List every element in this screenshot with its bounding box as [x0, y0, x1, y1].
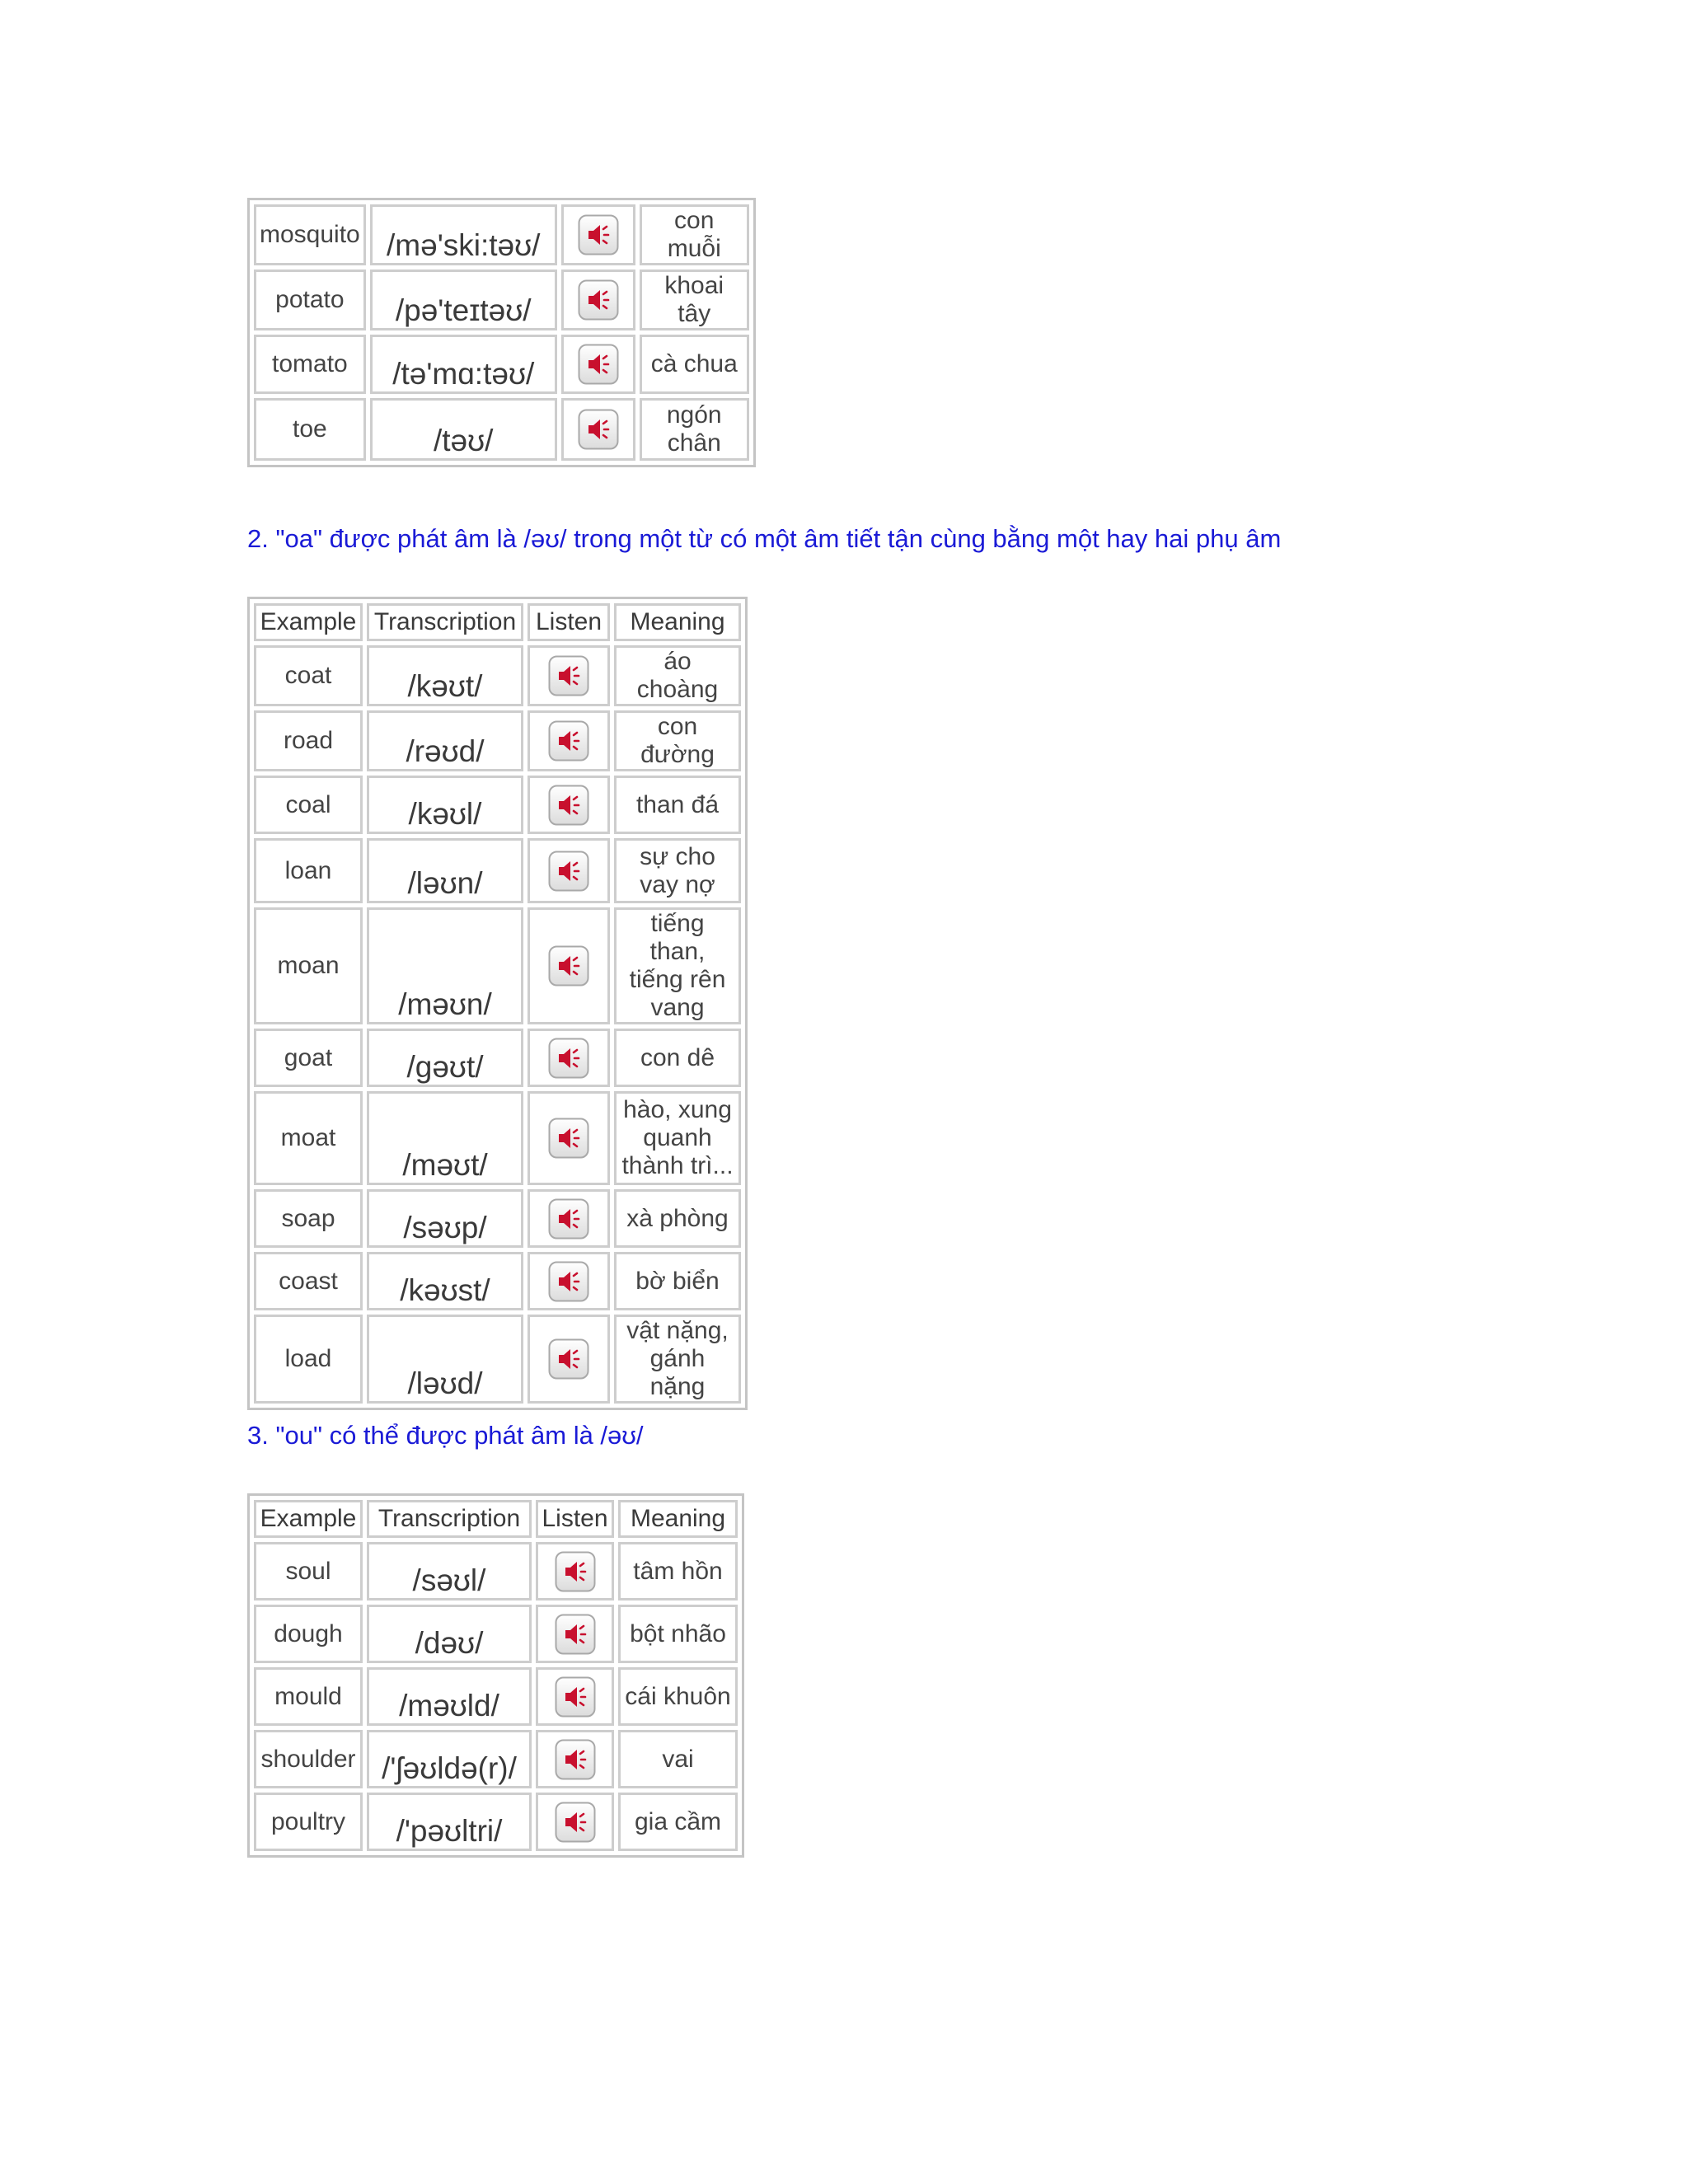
table-row: [254, 776, 741, 834]
transcription: /məʊld/: [367, 1667, 532, 1726]
speaker-icon[interactable]: [548, 851, 589, 892]
speaker-icon[interactable]: [555, 1551, 596, 1592]
speaker-icon[interactable]: [555, 1676, 596, 1718]
speaker-icon[interactable]: [548, 1261, 589, 1302]
table-row: [254, 1667, 738, 1726]
column-header-listen: Listen: [536, 1500, 614, 1538]
transcription: /kəʊst/: [367, 1252, 523, 1310]
meaning: vai: [618, 1730, 738, 1788]
speaker-icon[interactable]: [548, 1118, 589, 1159]
vocab-table-ou: [247, 1493, 744, 1858]
meaning: cái khuôn: [618, 1667, 738, 1726]
table-row: [254, 204, 749, 265]
listen-cell: [536, 1542, 614, 1601]
meaning: áo choàng: [614, 645, 741, 706]
transcription: /dəʊ/: [367, 1605, 532, 1663]
table-header-row: [254, 1500, 738, 1538]
table-row: [254, 645, 741, 706]
transcription: /məʊt/: [367, 1091, 523, 1185]
table-row: [254, 1252, 741, 1310]
meaning: ngón chân: [640, 398, 749, 461]
meaning: con đường: [614, 710, 741, 771]
meaning: con muỗi: [640, 204, 749, 265]
meaning: vật nặng, gánh nặng: [614, 1315, 741, 1404]
transcription: /səʊp/: [367, 1189, 523, 1248]
meaning: tiếng than, tiếng rên vang: [614, 907, 741, 1024]
transcription: /'pəʊltri/: [367, 1793, 532, 1851]
listen-cell: [528, 1252, 610, 1310]
example-word: tomato: [254, 335, 366, 394]
listen-cell: [528, 710, 610, 771]
transcription: /səʊl/: [367, 1542, 532, 1601]
table-row: [254, 1189, 741, 1248]
transcription: /kəʊl/: [367, 776, 523, 834]
transcription: /mə'ski:təʊ/: [370, 204, 557, 265]
column-header-transcription: Transcription: [367, 1500, 532, 1538]
transcription: /rəʊd/: [367, 710, 523, 771]
speaker-icon[interactable]: [578, 279, 619, 321]
meaning: bờ biển: [614, 1252, 741, 1310]
example-word: shoulder: [254, 1730, 363, 1788]
speaker-icon[interactable]: [548, 1198, 589, 1240]
speaker-icon[interactable]: [578, 409, 619, 450]
transcription: /təʊ/: [370, 398, 557, 461]
table-row: [254, 1793, 738, 1851]
example-word: road: [254, 710, 363, 771]
example-word: soul: [254, 1542, 363, 1601]
listen-cell: [561, 204, 635, 265]
speaker-icon[interactable]: [555, 1802, 596, 1843]
speaker-icon[interactable]: [555, 1614, 596, 1655]
listen-cell: [536, 1793, 614, 1851]
meaning: xà phòng: [614, 1189, 741, 1248]
listen-cell: [528, 907, 610, 1024]
example-word: coast: [254, 1252, 363, 1310]
speaker-icon[interactable]: [548, 1038, 589, 1079]
speaker-icon[interactable]: [555, 1739, 596, 1780]
transcription: /ləʊd/: [367, 1315, 523, 1404]
speaker-icon[interactable]: [548, 720, 589, 762]
vocab-table-oa: [247, 597, 748, 1410]
speaker-icon[interactable]: [578, 214, 619, 255]
vocab-table-oa-continued: [247, 198, 756, 467]
listen-cell: [561, 335, 635, 394]
meaning: than đá: [614, 776, 741, 834]
listen-cell: [528, 645, 610, 706]
section-heading-ou: 3. "ou" có thể được phát âm là /əʊ/: [247, 1421, 644, 1450]
listen-cell: [536, 1605, 614, 1663]
column-header-meaning: Meaning: [618, 1500, 738, 1538]
listen-cell: [528, 776, 610, 834]
column-header-transcription: Transcription: [367, 603, 523, 641]
listen-cell: [561, 398, 635, 461]
example-word: mosquito: [254, 204, 366, 265]
meaning: tâm hồn: [618, 1542, 738, 1601]
table-row: [254, 1605, 738, 1663]
example-word: load: [254, 1315, 363, 1404]
table-row: [254, 398, 749, 461]
example-word: loan: [254, 838, 363, 903]
meaning: bột nhão: [618, 1605, 738, 1663]
example-word: coal: [254, 776, 363, 834]
meaning: gia cầm: [618, 1793, 738, 1851]
table-row: [254, 1315, 741, 1404]
table-row: [254, 710, 741, 771]
meaning: con dê: [614, 1029, 741, 1087]
column-header-listen: Listen: [528, 603, 610, 641]
transcription: /'ʃəʊldə(r)/: [367, 1730, 532, 1788]
table-row: [254, 1542, 738, 1601]
example-word: moat: [254, 1091, 363, 1185]
transcription: /gəʊt/: [367, 1029, 523, 1087]
example-word: coat: [254, 645, 363, 706]
table-header-row: [254, 603, 741, 641]
speaker-icon[interactable]: [548, 785, 589, 826]
meaning: hào, xung quanh thành trì...: [614, 1091, 741, 1185]
transcription: /pə'teɪtəʊ/: [370, 269, 557, 330]
speaker-icon[interactable]: [548, 1338, 589, 1380]
speaker-icon[interactable]: [578, 344, 619, 385]
transcription: /kəʊt/: [367, 645, 523, 706]
listen-cell: [561, 269, 635, 330]
column-header-meaning: Meaning: [614, 603, 741, 641]
example-word: potato: [254, 269, 366, 330]
table-row: [254, 1730, 738, 1788]
speaker-icon[interactable]: [548, 655, 589, 696]
example-word: dough: [254, 1605, 363, 1663]
example-word: goat: [254, 1029, 363, 1087]
table-row: [254, 838, 741, 903]
meaning: cà chua: [640, 335, 749, 394]
listen-cell: [536, 1730, 614, 1788]
listen-cell: [528, 1091, 610, 1185]
table-row: [254, 907, 741, 1024]
listen-cell: [528, 1189, 610, 1248]
listen-cell: [536, 1667, 614, 1726]
example-word: mould: [254, 1667, 363, 1726]
example-word: toe: [254, 398, 366, 461]
table-row: [254, 1029, 741, 1087]
listen-cell: [528, 838, 610, 903]
section-heading-oa: 2. "oa" được phát âm là /əʊ/ trong một từ có một âm tiết tận cùng bằng một hay hai phụ âm: [247, 524, 1282, 553]
listen-cell: [528, 1315, 610, 1404]
table-row: [254, 335, 749, 394]
column-header-example: Example: [254, 603, 363, 641]
meaning: khoai tây: [640, 269, 749, 330]
transcription: /ləʊn/: [367, 838, 523, 903]
column-header-example: Example: [254, 1500, 363, 1538]
transcription: /tə'mɑ:təʊ/: [370, 335, 557, 394]
speaker-icon[interactable]: [548, 945, 589, 987]
table-row: [254, 269, 749, 330]
table-row: [254, 1091, 741, 1185]
meaning: sự cho vay nợ: [614, 838, 741, 903]
example-word: moan: [254, 907, 363, 1024]
listen-cell: [528, 1029, 610, 1087]
transcription: /məʊn/: [367, 907, 523, 1024]
example-word: poultry: [254, 1793, 363, 1851]
example-word: soap: [254, 1189, 363, 1248]
